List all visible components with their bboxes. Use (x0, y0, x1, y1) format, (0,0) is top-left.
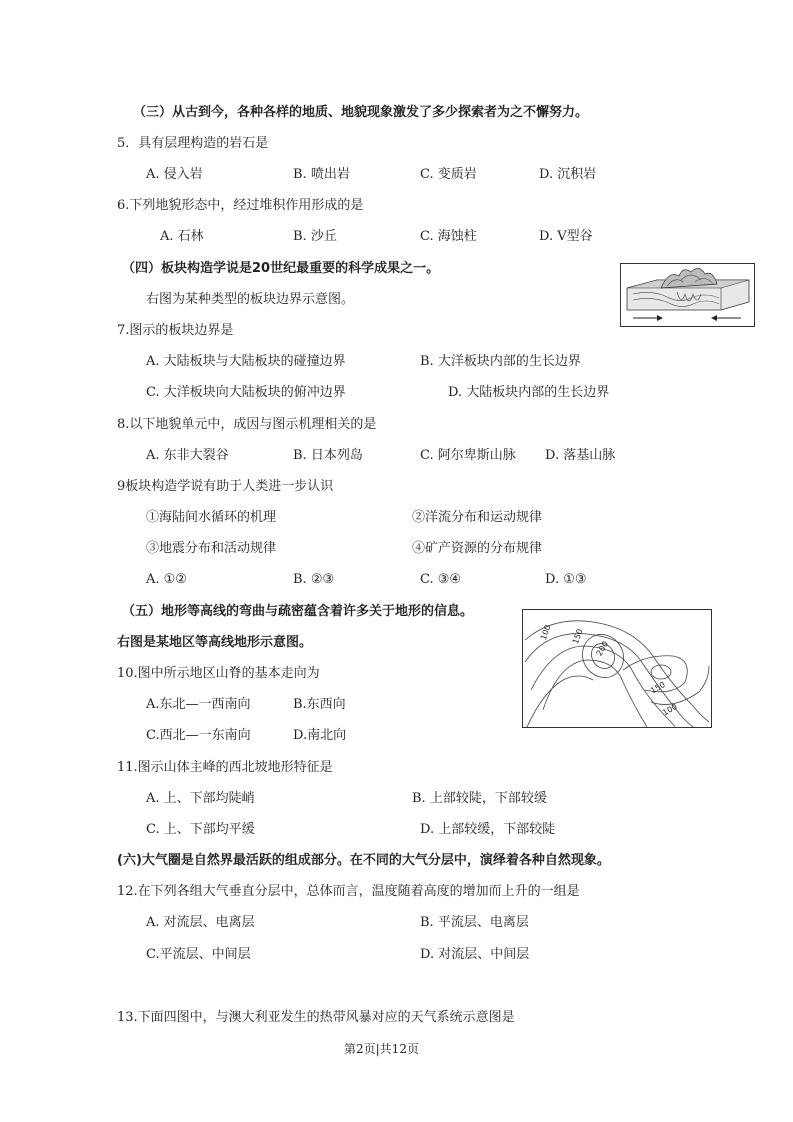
q10-option-c: C.西北—一东南向 (146, 728, 251, 743)
q12-option-a: A. 对流层、电离层 (146, 915, 255, 930)
q8-option-b: B. 日本列岛 (293, 448, 363, 463)
q5-option-c: C. 变质岩 (420, 167, 477, 182)
q5-option-b: B. 喷出岩 (293, 167, 350, 182)
question-11-stem: 11.图示山体主峰的西北坡地形特征是 (117, 760, 333, 775)
page-footer: 第2页|共12页 (344, 1042, 419, 1056)
q11-option-b: B. 上部较陡，下部较缓 (412, 791, 547, 806)
q6-option-c: C. 海蚀柱 (420, 229, 477, 244)
contour-label-150-northwest: 150 (570, 627, 585, 646)
q10-option-d: D.南北向 (293, 728, 347, 743)
q8-option-c: C. 阿尔卑斯山脉 (420, 448, 516, 463)
q7-option-d: D. 大陆板块内部的生长边界 (448, 385, 610, 400)
q9-option-b: B. ②③ (293, 572, 335, 587)
q9-option-c: C. ③④ (420, 572, 462, 587)
contour-label-150-southeast: 150 (649, 680, 667, 696)
q9-item-2: ②洋流分布和运动规律 (412, 510, 543, 525)
q5-option-d: D. 沉积岩 (539, 167, 597, 182)
q9-item-3: ③地震分布和活动规律 (146, 541, 277, 556)
q7-option-b: B. 大洋板块内部的生长边界 (420, 354, 581, 369)
q5-option-a: A. 侵入岩 (146, 167, 203, 182)
q10-option-b: B.东西向 (293, 697, 346, 712)
q6-option-d: D. V型谷 (539, 229, 593, 244)
q12-option-c: C.平流层、中间层 (146, 947, 251, 962)
question-13-stem: 13.下面四图中，与澳大利亚发生的热带风暴对应的天气系统示意图是 (117, 1010, 515, 1025)
q8-option-a: A. 东非大裂谷 (146, 448, 229, 463)
q12-option-b: B. 平流层、电离层 (420, 915, 529, 930)
q10-option-a: A.东北—一西南向 (146, 697, 251, 712)
q7-option-a: A. 大陆板块与大陆板块的碰撞边界 (146, 354, 346, 369)
question-7-stem: 7.图示的板块边界是 (117, 323, 234, 338)
question-5-stem: 5．具有层理构造的岩石是 (117, 136, 269, 151)
section-5-heading: （五）地形等高线的弯曲与疏密蕴含着许多关于地形的信息。 (122, 604, 474, 619)
section-6-heading: (六)大气圈是自然界最活跃的组成部分。在不同的大气分层中，演绎着各种自然现象。 (117, 853, 610, 868)
q11-option-d: D. 上部较缓，下部较陡 (420, 822, 556, 837)
q9-option-d: D. ①③ (545, 572, 587, 587)
q12-option-d: D. 对流层、中间层 (420, 947, 530, 962)
section-4-heading: （四）板块构造学说是20世纪最重要的科学成果之一。 (122, 261, 440, 276)
q9-item-1: ①海陆间水循环的机理 (146, 510, 277, 525)
q6-option-a: A. 石林 (160, 229, 204, 244)
contour-lines-illustration (523, 610, 711, 727)
q9-option-a: A. ①② (146, 572, 187, 587)
q9-item-4: ④矿产资源的分布规律 (412, 541, 543, 556)
q11-option-a: A. 上、下部均陡峭 (146, 791, 255, 806)
section-4-description: 右图为某种类型的板块边界示意图。 (146, 292, 355, 307)
section-3-heading: （三）从古到今，各种各样的地质、地貌现象激发了多少探索者为之不懈努力。 (133, 105, 589, 120)
contour-map (522, 609, 712, 728)
q8-option-d: D. 落基山脉 (545, 448, 616, 463)
q7-option-c: C. 大洋板块向大陆板块的俯冲边界 (146, 385, 346, 400)
contour-label-100-northwest: 100 (538, 623, 553, 642)
contour-label-100-southeast: 100 (661, 702, 679, 718)
q6-option-b: B. 沙丘 (293, 229, 337, 244)
plate-boundary-illustration (621, 264, 754, 326)
q11-option-c: C. 上、下部均平缓 (146, 822, 255, 837)
contour-label-200-summit: 200 (594, 639, 611, 658)
section-5-description: 右图是某地区等高线地形示意图。 (117, 635, 313, 650)
question-8-stem: 8.以下地貌单元中，成因与图示机理相关的是 (117, 417, 377, 432)
question-9-stem: 9板块构造学说有助于人类进一步认识 (117, 479, 334, 494)
question-6-stem: 6.下列地貌形态中，经过堆积作用形成的是 (117, 198, 364, 213)
plate-boundary-diagram (620, 263, 755, 327)
question-12-stem: 12.在下列各组大气垂直分层中，总体而言，温度随着高度的增加而上升的一组是 (117, 884, 580, 899)
question-10-stem: 10.图中所示地区山脊的基本走向为 (117, 666, 320, 681)
